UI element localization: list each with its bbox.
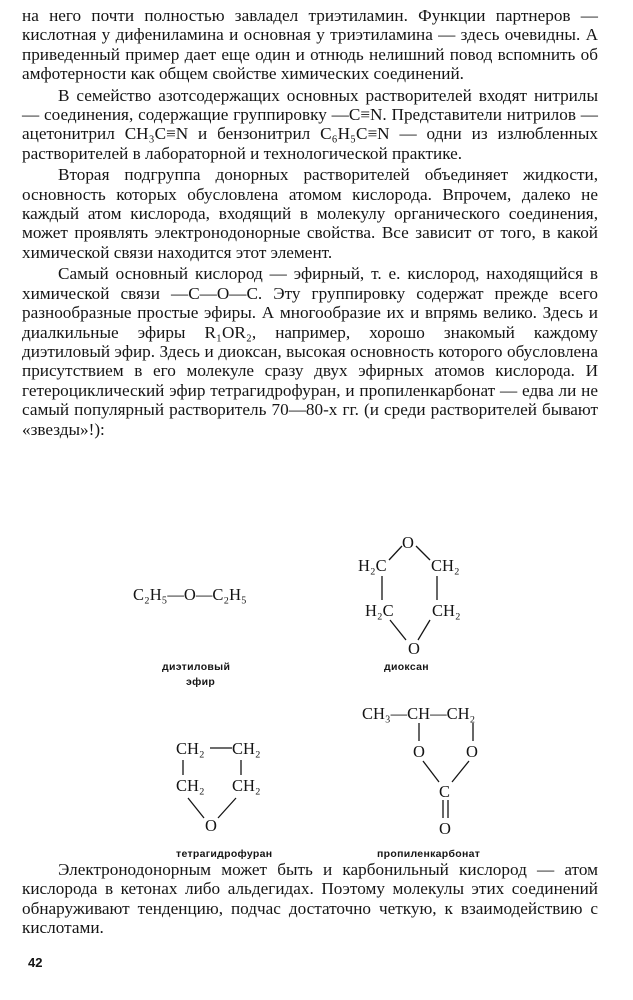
pc-oxygen-left: O <box>413 742 425 761</box>
dioxane-caption: диоксан <box>384 661 429 673</box>
thf-caption: тетрагидрофуран <box>176 848 273 860</box>
dioxane-ch2-d: CH₂ <box>432 601 461 620</box>
paragraph-3: Вторая подгруппа донорных растворителей объединяет жидкости, основность которых обусловлена атомом кислорода. Впрочем, далеко не каждый атом кислорода, входящий в молекулу органического соединения, может проявлять электронодонорные свойства. Все зависит от того, в какой химической связи находится этот элемент. <box>22 165 598 262</box>
dioxane-bond <box>389 546 402 560</box>
dioxane-bottom-oxygen: O <box>408 639 420 658</box>
dioxane-ch2-b: CH₂ <box>431 556 460 575</box>
thf-bond <box>188 798 204 818</box>
bottom-text-block <box>22 860 598 938</box>
dioxane-bond <box>418 620 430 640</box>
pc-bond <box>423 761 439 782</box>
dioxane-bond <box>390 620 406 640</box>
diethyl-ether-formula: C₂H₅—O—C₂H₅ <box>133 585 247 604</box>
dioxane-structure <box>358 533 461 673</box>
dioxane-ch2-c: H₂C <box>365 601 394 620</box>
dioxane-top-oxygen: O <box>402 533 414 552</box>
pc-carbonyl-oxygen: O <box>439 819 451 838</box>
pc-carbon: C <box>439 782 451 801</box>
thf-bond <box>218 798 236 818</box>
pc-oxygen-right: O <box>466 742 478 761</box>
paragraph-5: Электронодонорным может быть и карбонильный кислород — атом кислорода в кетонах либо альдегидах. Поэтому молекулы этих соединений обнаруживают тенденцию, подчас достаточно четкую, к взаимодействию с кислотами. <box>22 860 598 938</box>
dioxane-ch2-a: H₂C <box>358 556 387 575</box>
thf-ch2-b: CH₂ <box>232 739 261 758</box>
dioxane-bond <box>416 546 430 560</box>
pc-bond <box>452 761 469 782</box>
propylene-carbonate-structure <box>362 704 480 860</box>
thf-ch2-c: CH₂ <box>176 776 205 795</box>
thf-oxygen: O <box>205 816 217 835</box>
thf-ch2-d: CH₂ <box>232 776 261 795</box>
thf-ch2-a: CH₂ <box>176 739 205 758</box>
pc-caption: пропиленкарбонат <box>377 848 481 860</box>
paragraph-4: Самый основный кислород — эфирный, т. е. кислород, находящийся в химической связи —C—O—C. Эту группировку содержат прежде всего разнообразные простые эфиры. А многообразие их и впрямь велико. Здесь и диалкильные эфиры R₁OR₂, например, хорошо знакомый каждому диэтиловый эфир. Здесь и диоксан, высокая основность которого обусловлена присутствием в его молекуле сразу двух эфирных атомов кислорода. И гетероциклический эфир тетрагидрофуран, и пропиленкарбонат — едва ли не самый популярный растворитель 70—80-х гг. (и среди растворителей бывают «звезды»!): <box>22 264 598 439</box>
pc-chain: CH₃—CH—CH₂ <box>362 704 476 723</box>
page-number: 42 <box>28 955 43 970</box>
diethyl-ether-caption-1: диэтиловый <box>162 661 231 673</box>
diethyl-ether-caption-2: эфир <box>186 676 216 688</box>
paragraph-2: В семейство азотсодержащих основных растворителей входят нитрилы — соединения, содержащие группировку —C≡N. Представители нитрилов — ацетонитрил CH₃C≡N и бензонитрил C₆H₅C≡N — одни из излюбленных растворителей в лабораторной и технологической практике. <box>22 85 598 163</box>
diethyl-ether-structure <box>133 585 247 688</box>
thf-structure <box>176 739 272 860</box>
paragraph-1: на него почти полностью завладел триэтиламин. Функции партнеров — кислотная у дифениламина и основная у триэтиламина — здесь очевидны. А приведенный пример дает еще один и отнюдь нелишний повод вспомнить об амфотерности как общем свойстве химических соединений. <box>22 6 598 84</box>
